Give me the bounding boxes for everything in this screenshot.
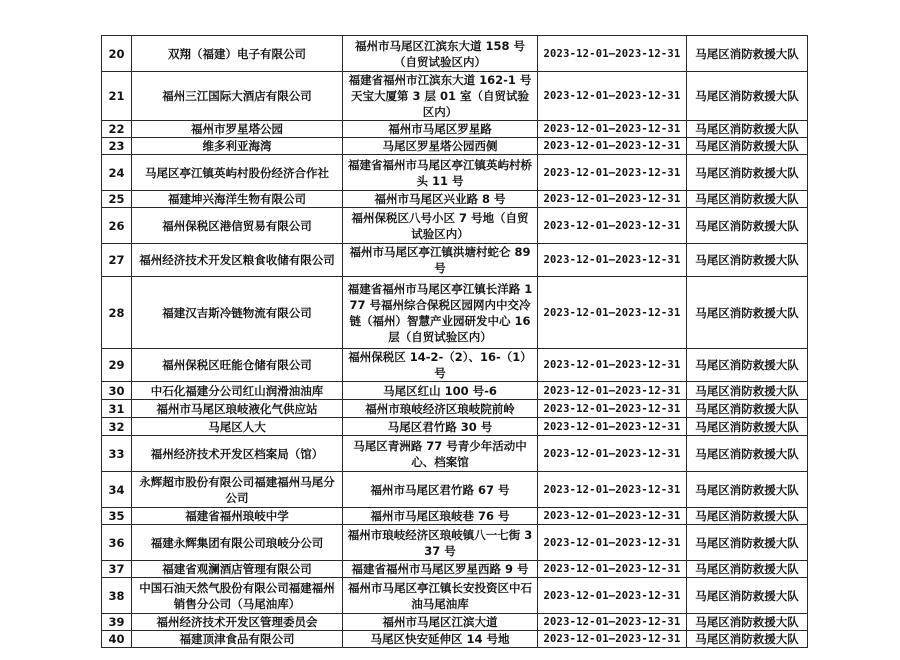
unit-name: 福建汉吉斯冷链物流有限公司 bbox=[132, 277, 343, 349]
row-number: 22 bbox=[102, 121, 132, 138]
unit-name: 福州市马尾区琅岐液化气供应站 bbox=[132, 400, 343, 418]
unit-name: 福建坤兴海洋生物有限公司 bbox=[132, 191, 343, 208]
table-row bbox=[102, 472, 808, 508]
responsible-org: 马尾区消防救援大队 bbox=[687, 121, 808, 138]
unit-name: 福建永辉集团有限公司琅岐分公司 bbox=[132, 525, 343, 561]
row-number: 40 bbox=[102, 631, 132, 648]
responsible-org: 马尾区消防救援大队 bbox=[687, 400, 808, 418]
inspection-table bbox=[101, 35, 808, 648]
table-row bbox=[102, 436, 808, 472]
unit-address: 福州市马尾区江滨大道 bbox=[343, 614, 538, 631]
table-row bbox=[102, 36, 808, 72]
table-row bbox=[102, 208, 808, 244]
unit-address: 福州市马尾区江滨东大道 158 号（自贸试验区内） bbox=[343, 36, 538, 72]
unit-name: 马尾区亭江镇英屿村股份经济合作社 bbox=[132, 155, 343, 191]
responsible-org: 马尾区消防救援大队 bbox=[687, 508, 808, 525]
unit-address: 福州市马尾区亭江镇长安投资区中石油马尾油库 bbox=[343, 578, 538, 614]
inspection-period: 2023-12-01—2023-12-31 bbox=[538, 72, 687, 121]
unit-name: 永辉超市股份有限公司福建福州马尾分公司 bbox=[132, 472, 343, 508]
responsible-org: 马尾区消防救援大队 bbox=[687, 138, 808, 155]
unit-address: 福州保税区八号小区 7 号地（自贸试验区内） bbox=[343, 208, 538, 244]
row-number: 27 bbox=[102, 244, 132, 277]
row-number: 31 bbox=[102, 400, 132, 418]
table-row bbox=[102, 561, 808, 578]
unit-address: 福州市马尾区琅岐巷 76 号 bbox=[343, 508, 538, 525]
unit-address: 马尾区君竹路 30 号 bbox=[343, 418, 538, 436]
unit-name: 福州三江国际大酒店有限公司 bbox=[132, 72, 343, 121]
unit-address: 福州保税区 14-2-（2）、16-（1）号 bbox=[343, 349, 538, 382]
inspection-period: 2023-12-01—2023-12-31 bbox=[538, 155, 687, 191]
row-number: 35 bbox=[102, 508, 132, 525]
unit-address: 福建省福州市马尾区罗星西路 9 号 bbox=[343, 561, 538, 578]
inspection-period: 2023-12-01—2023-12-31 bbox=[538, 418, 687, 436]
inspection-period: 2023-12-01—2023-12-31 bbox=[538, 561, 687, 578]
responsible-org: 马尾区消防救援大队 bbox=[687, 277, 808, 349]
responsible-org: 马尾区消防救援大队 bbox=[687, 436, 808, 472]
unit-name: 福建省观澜酒店管理有限公司 bbox=[132, 561, 343, 578]
table-row bbox=[102, 72, 808, 121]
responsible-org: 马尾区消防救援大队 bbox=[687, 418, 808, 436]
unit-name: 福州保税区旺能仓储有限公司 bbox=[132, 349, 343, 382]
table-row bbox=[102, 382, 808, 400]
row-number: 36 bbox=[102, 525, 132, 561]
responsible-org: 马尾区消防救援大队 bbox=[687, 36, 808, 72]
table-row bbox=[102, 349, 808, 382]
table-row bbox=[102, 121, 808, 138]
responsible-org: 马尾区消防救援大队 bbox=[687, 191, 808, 208]
row-number: 24 bbox=[102, 155, 132, 191]
unit-name: 福建顶津食品有限公司 bbox=[132, 631, 343, 648]
table-row bbox=[102, 244, 808, 277]
unit-address: 马尾区青洲路 77 号青少年活动中心、档案馆 bbox=[343, 436, 538, 472]
inspection-period: 2023-12-01—2023-12-31 bbox=[538, 277, 687, 349]
row-number: 34 bbox=[102, 472, 132, 508]
responsible-org: 马尾区消防救援大队 bbox=[687, 244, 808, 277]
inspection-period: 2023-12-01—2023-12-31 bbox=[538, 578, 687, 614]
responsible-org: 马尾区消防救援大队 bbox=[687, 472, 808, 508]
unit-name: 福建省福州琅岐中学 bbox=[132, 508, 343, 525]
unit-address: 福建省福州市马尾区亭江镇英屿村桥头 11 号 bbox=[343, 155, 538, 191]
table-row bbox=[102, 138, 808, 155]
unit-name: 维多利亚海湾 bbox=[132, 138, 343, 155]
inspection-period: 2023-12-01—2023-12-31 bbox=[538, 525, 687, 561]
row-number: 20 bbox=[102, 36, 132, 72]
document-page bbox=[101, 35, 807, 648]
table-row bbox=[102, 277, 808, 349]
responsible-org: 马尾区消防救援大队 bbox=[687, 382, 808, 400]
unit-name: 福州市罗星塔公园 bbox=[132, 121, 343, 138]
unit-address: 福州市马尾区亭江镇洪塘村蛇仑 89 号 bbox=[343, 244, 538, 277]
table-row bbox=[102, 191, 808, 208]
inspection-period: 2023-12-01—2023-12-31 bbox=[538, 400, 687, 418]
row-number: 30 bbox=[102, 382, 132, 400]
inspection-period: 2023-12-01—2023-12-31 bbox=[538, 436, 687, 472]
responsible-org: 马尾区消防救援大队 bbox=[687, 578, 808, 614]
responsible-org: 马尾区消防救援大队 bbox=[687, 631, 808, 648]
unit-address: 马尾区罗星塔公园西侧 bbox=[343, 138, 538, 155]
inspection-period: 2023-12-01—2023-12-31 bbox=[538, 208, 687, 244]
row-number: 21 bbox=[102, 72, 132, 121]
responsible-org: 马尾区消防救援大队 bbox=[687, 561, 808, 578]
table-row bbox=[102, 631, 808, 648]
responsible-org: 马尾区消防救援大队 bbox=[687, 208, 808, 244]
row-number: 28 bbox=[102, 277, 132, 349]
responsible-org: 马尾区消防救援大队 bbox=[687, 525, 808, 561]
row-number: 38 bbox=[102, 578, 132, 614]
inspection-period: 2023-12-01—2023-12-31 bbox=[538, 191, 687, 208]
table-body bbox=[102, 36, 808, 648]
unit-address: 福建省福州市江滨东大道 162-1 号天宝大厦第 3 层 01 室（自贸试验区内） bbox=[343, 72, 538, 121]
inspection-period: 2023-12-01—2023-12-31 bbox=[538, 349, 687, 382]
row-number: 25 bbox=[102, 191, 132, 208]
table-row bbox=[102, 525, 808, 561]
table-row bbox=[102, 614, 808, 631]
inspection-period: 2023-12-01—2023-12-31 bbox=[538, 244, 687, 277]
inspection-period: 2023-12-01—2023-12-31 bbox=[538, 631, 687, 648]
responsible-org: 马尾区消防救援大队 bbox=[687, 614, 808, 631]
row-number: 29 bbox=[102, 349, 132, 382]
table-row bbox=[102, 400, 808, 418]
responsible-org: 马尾区消防救援大队 bbox=[687, 72, 808, 121]
responsible-org: 马尾区消防救援大队 bbox=[687, 349, 808, 382]
unit-name: 双翔（福建）电子有限公司 bbox=[132, 36, 343, 72]
row-number: 33 bbox=[102, 436, 132, 472]
unit-address: 福州市马尾区兴业路 8 号 bbox=[343, 191, 538, 208]
unit-address: 福州市马尾区罗星路 bbox=[343, 121, 538, 138]
inspection-period: 2023-12-01—2023-12-31 bbox=[538, 508, 687, 525]
table-row bbox=[102, 578, 808, 614]
row-number: 26 bbox=[102, 208, 132, 244]
unit-name: 马尾区人大 bbox=[132, 418, 343, 436]
table-row bbox=[102, 418, 808, 436]
inspection-period: 2023-12-01—2023-12-31 bbox=[538, 382, 687, 400]
unit-name: 福州保税区港信贸易有限公司 bbox=[132, 208, 343, 244]
row-number: 32 bbox=[102, 418, 132, 436]
table-row bbox=[102, 155, 808, 191]
row-number: 39 bbox=[102, 614, 132, 631]
inspection-period: 2023-12-01—2023-12-31 bbox=[538, 138, 687, 155]
unit-name: 福州经济技术开发区管理委员会 bbox=[132, 614, 343, 631]
unit-address: 福州市琅岐经济区琅岐院前岭 bbox=[343, 400, 538, 418]
unit-address: 马尾区快安延伸区 14 号地 bbox=[343, 631, 538, 648]
unit-address: 马尾区红山 100 号-6 bbox=[343, 382, 538, 400]
inspection-period: 2023-12-01—2023-12-31 bbox=[538, 36, 687, 72]
inspection-period: 2023-12-01—2023-12-31 bbox=[538, 121, 687, 138]
row-number: 23 bbox=[102, 138, 132, 155]
inspection-period: 2023-12-01—2023-12-31 bbox=[538, 472, 687, 508]
unit-address: 福建省福州市马尾区亭江镇长洋路 177 号福州综合保税区园网内中交冷链（福州）智慧产业园研发中心 16 层（自贸试验区内） bbox=[343, 277, 538, 349]
unit-name: 福州经济技术开发区档案局（馆） bbox=[132, 436, 343, 472]
responsible-org: 马尾区消防救援大队 bbox=[687, 155, 808, 191]
unit-name: 中石化福建分公司红山润滑油油库 bbox=[132, 382, 343, 400]
unit-name: 福州经济技术开发区粮食收储有限公司 bbox=[132, 244, 343, 277]
inspection-period: 2023-12-01—2023-12-31 bbox=[538, 614, 687, 631]
table-row bbox=[102, 508, 808, 525]
unit-name: 中国石油天然气股份有限公司福建福州销售分公司（马尾油库） bbox=[132, 578, 343, 614]
unit-address: 福州市琅岐经济区琅岐镇八一七街 337 号 bbox=[343, 525, 538, 561]
row-number: 37 bbox=[102, 561, 132, 578]
unit-address: 福州市马尾区君竹路 67 号 bbox=[343, 472, 538, 508]
